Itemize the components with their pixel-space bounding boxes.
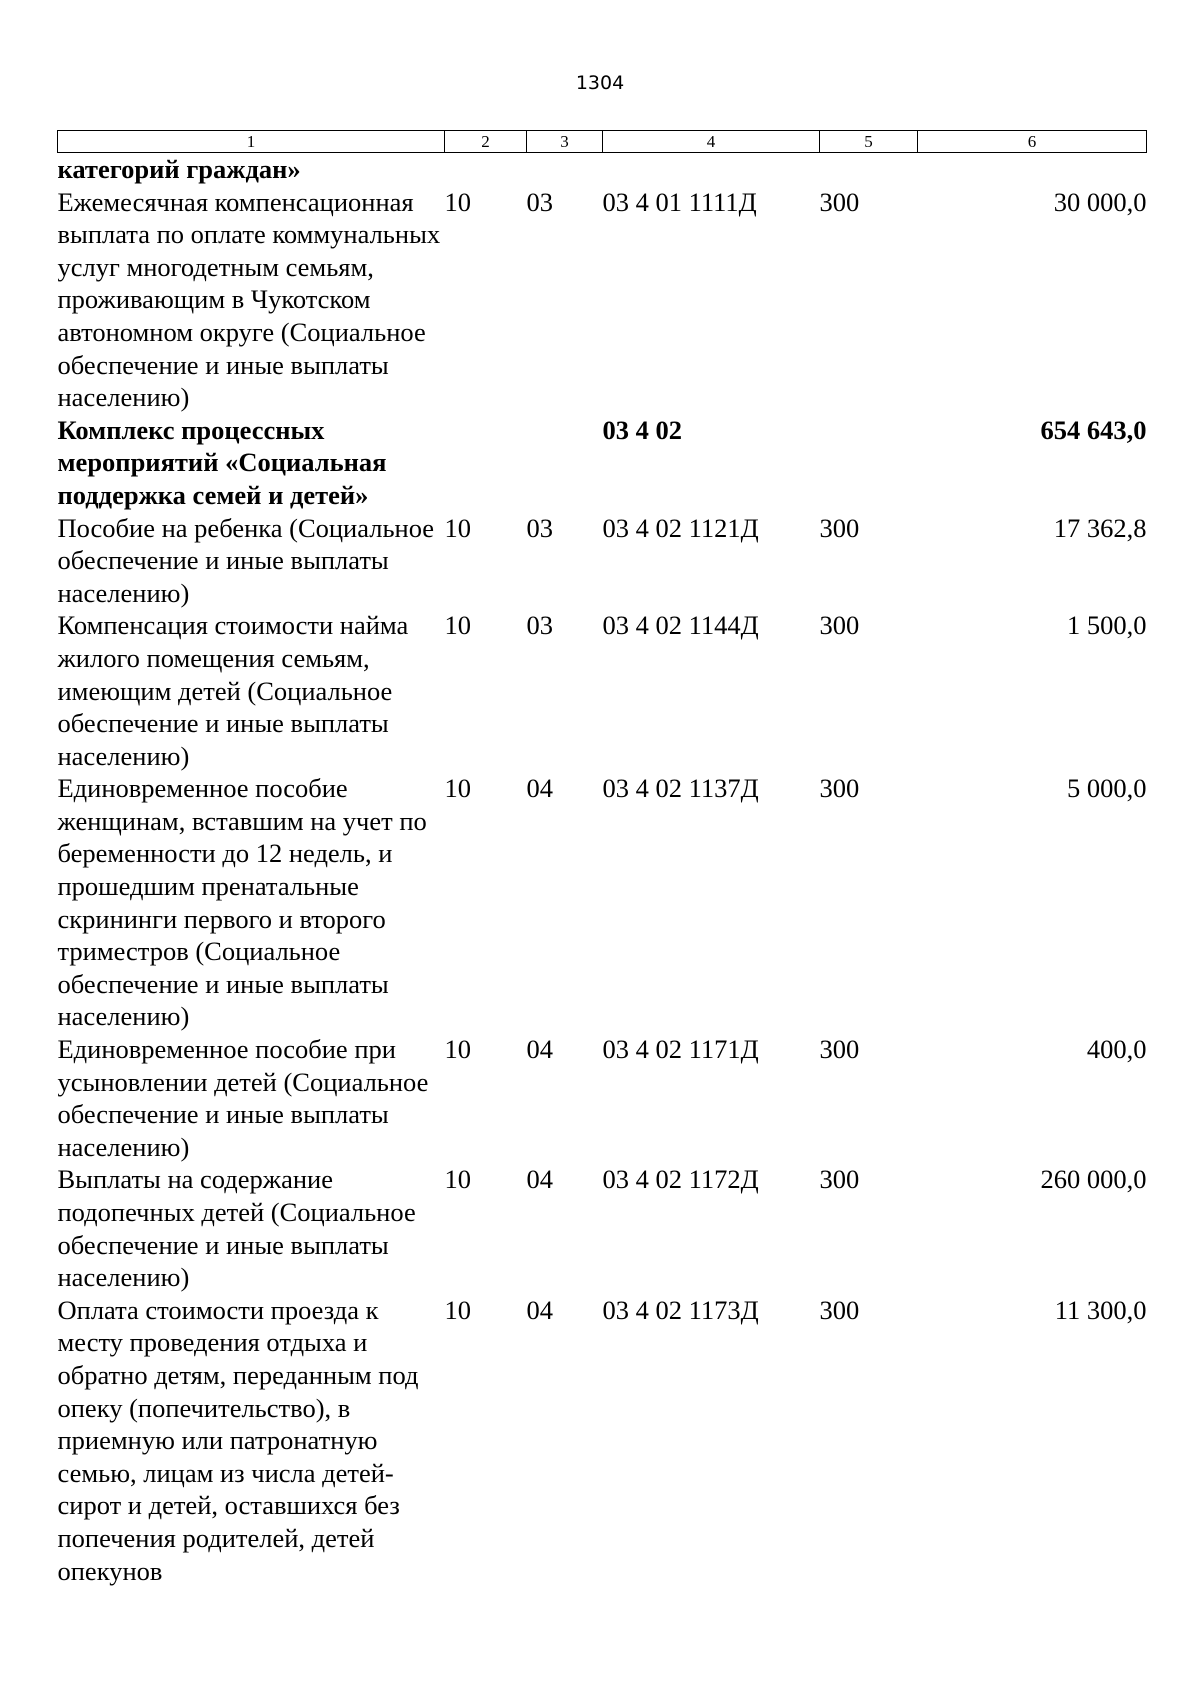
row-section: [445, 414, 527, 512]
row-name: Ежемесячная компенсационная выплата по оплате коммунальных услуг многодетным семьям, проживающим в Чукотском автономном округе (Социальное обеспечение и иные выплаты населению): [57, 186, 441, 413]
table-header: [58, 131, 1147, 153]
row-amount: [918, 153, 1147, 186]
row-amount: 30 000,0: [1053, 186, 1147, 217]
table-row: [58, 186, 1147, 414]
header-row: [58, 131, 1147, 153]
table-row: [58, 1294, 1147, 1587]
row-section: 10: [444, 512, 471, 543]
row-section: 10: [444, 1294, 471, 1325]
row-subsection: [527, 414, 603, 512]
header-col-6: 6: [918, 131, 1147, 153]
header-col-3: 3: [527, 131, 603, 153]
row-amount: 260 000,0: [1040, 1164, 1147, 1195]
row-name: Единовременное пособие женщинам, вставшим на учет по беременности до 12 недель, и прошедшим пренатальные скрининги первого и второго триместров (Социальное обеспечение и иные выплаты населению): [57, 773, 427, 1032]
table-body: [58, 153, 1147, 1588]
row-subsection: 04: [526, 773, 553, 804]
row-code: 03 4 02 1171Д: [602, 1034, 759, 1065]
row-subsection: 03: [526, 186, 553, 217]
table-row: [58, 153, 1147, 186]
budget-table: [57, 130, 1147, 1587]
table-row: [58, 1033, 1147, 1163]
row-section: 10: [444, 773, 471, 804]
row-code: 03 4 02 1144Д: [602, 610, 759, 641]
row-name: категорий граждан»: [57, 154, 301, 184]
row-type: 300: [819, 1164, 860, 1195]
row-amount: 11 300,0: [1054, 1294, 1147, 1325]
table-row: [58, 609, 1147, 772]
row-type: [820, 153, 918, 186]
table-row: [58, 772, 1147, 1033]
row-type: 300: [819, 186, 860, 217]
table-row: [58, 1163, 1147, 1293]
row-section: [445, 153, 527, 186]
row-subsection: [527, 153, 603, 186]
row-amount: 400,0: [1086, 1034, 1147, 1065]
row-amount: 654 643,0: [1040, 414, 1147, 445]
row-name: Пособие на ребенка (Социальное обеспечение и иные выплаты населению): [57, 512, 435, 608]
row-subsection: 03: [526, 512, 553, 543]
row-subsection: 03: [526, 610, 553, 641]
table-row: [58, 414, 1147, 512]
row-code: 03 4 02 1137Д: [602, 773, 759, 804]
header-col-1: 1: [58, 131, 445, 153]
table-row: [58, 512, 1147, 610]
row-type: 300: [819, 1294, 860, 1325]
row-code: 03 4 02 1172Д: [602, 1164, 759, 1195]
row-name: Комплекс процессных мероприятий «Социальная поддержка семей и детей»: [57, 414, 387, 510]
header-col-2: 2: [445, 131, 527, 153]
row-name: Единовременное пособие при усыновлении детей (Социальное обеспечение и иные выплаты населению): [57, 1034, 429, 1162]
page-number: 1304: [575, 72, 625, 94]
row-code: [603, 153, 820, 186]
row-type: 300: [819, 1034, 860, 1065]
row-subsection: 04: [526, 1294, 553, 1325]
row-code: 03 4 02: [602, 414, 682, 445]
row-amount: 5 000,0: [1067, 773, 1147, 804]
row-type: 300: [819, 512, 860, 543]
row-name: Выплаты на содержание подопечных детей (Социальное обеспечение и иные выплаты населению): [57, 1164, 416, 1293]
row-section: 10: [444, 1034, 471, 1065]
row-amount: 17 362,8: [1053, 512, 1147, 543]
row-subsection: 04: [526, 1164, 553, 1195]
row-section: 10: [444, 610, 471, 641]
row-code: 03 4 01 1111Д: [602, 186, 757, 217]
row-name: Компенсация стоимости найма жилого помещения семьям, имеющим детей (Социальное обеспечение и иные выплаты населению): [57, 610, 409, 771]
row-section: 10: [444, 1164, 471, 1195]
row-code: 03 4 02 1173Д: [602, 1294, 759, 1325]
row-section: 10: [444, 186, 471, 217]
header-col-4: 4: [603, 131, 820, 153]
header-col-5: 5: [820, 131, 918, 153]
row-type: 300: [819, 610, 860, 641]
row-type: 300: [819, 773, 860, 804]
row-name: Оплата стоимости проезда к месту проведения отдыха и обратно детям, переданным под опеку (попечительство), в приемную или патронатную семью, лицам из числа детей-сирот и детей, оставшихся без попечения родителей, детей опекунов: [57, 1294, 419, 1586]
row-code: 03 4 02 1121Д: [602, 512, 759, 543]
row-subsection: 04: [526, 1034, 553, 1065]
row-amount: 1 500,0: [1067, 610, 1147, 641]
row-type: [820, 414, 918, 512]
